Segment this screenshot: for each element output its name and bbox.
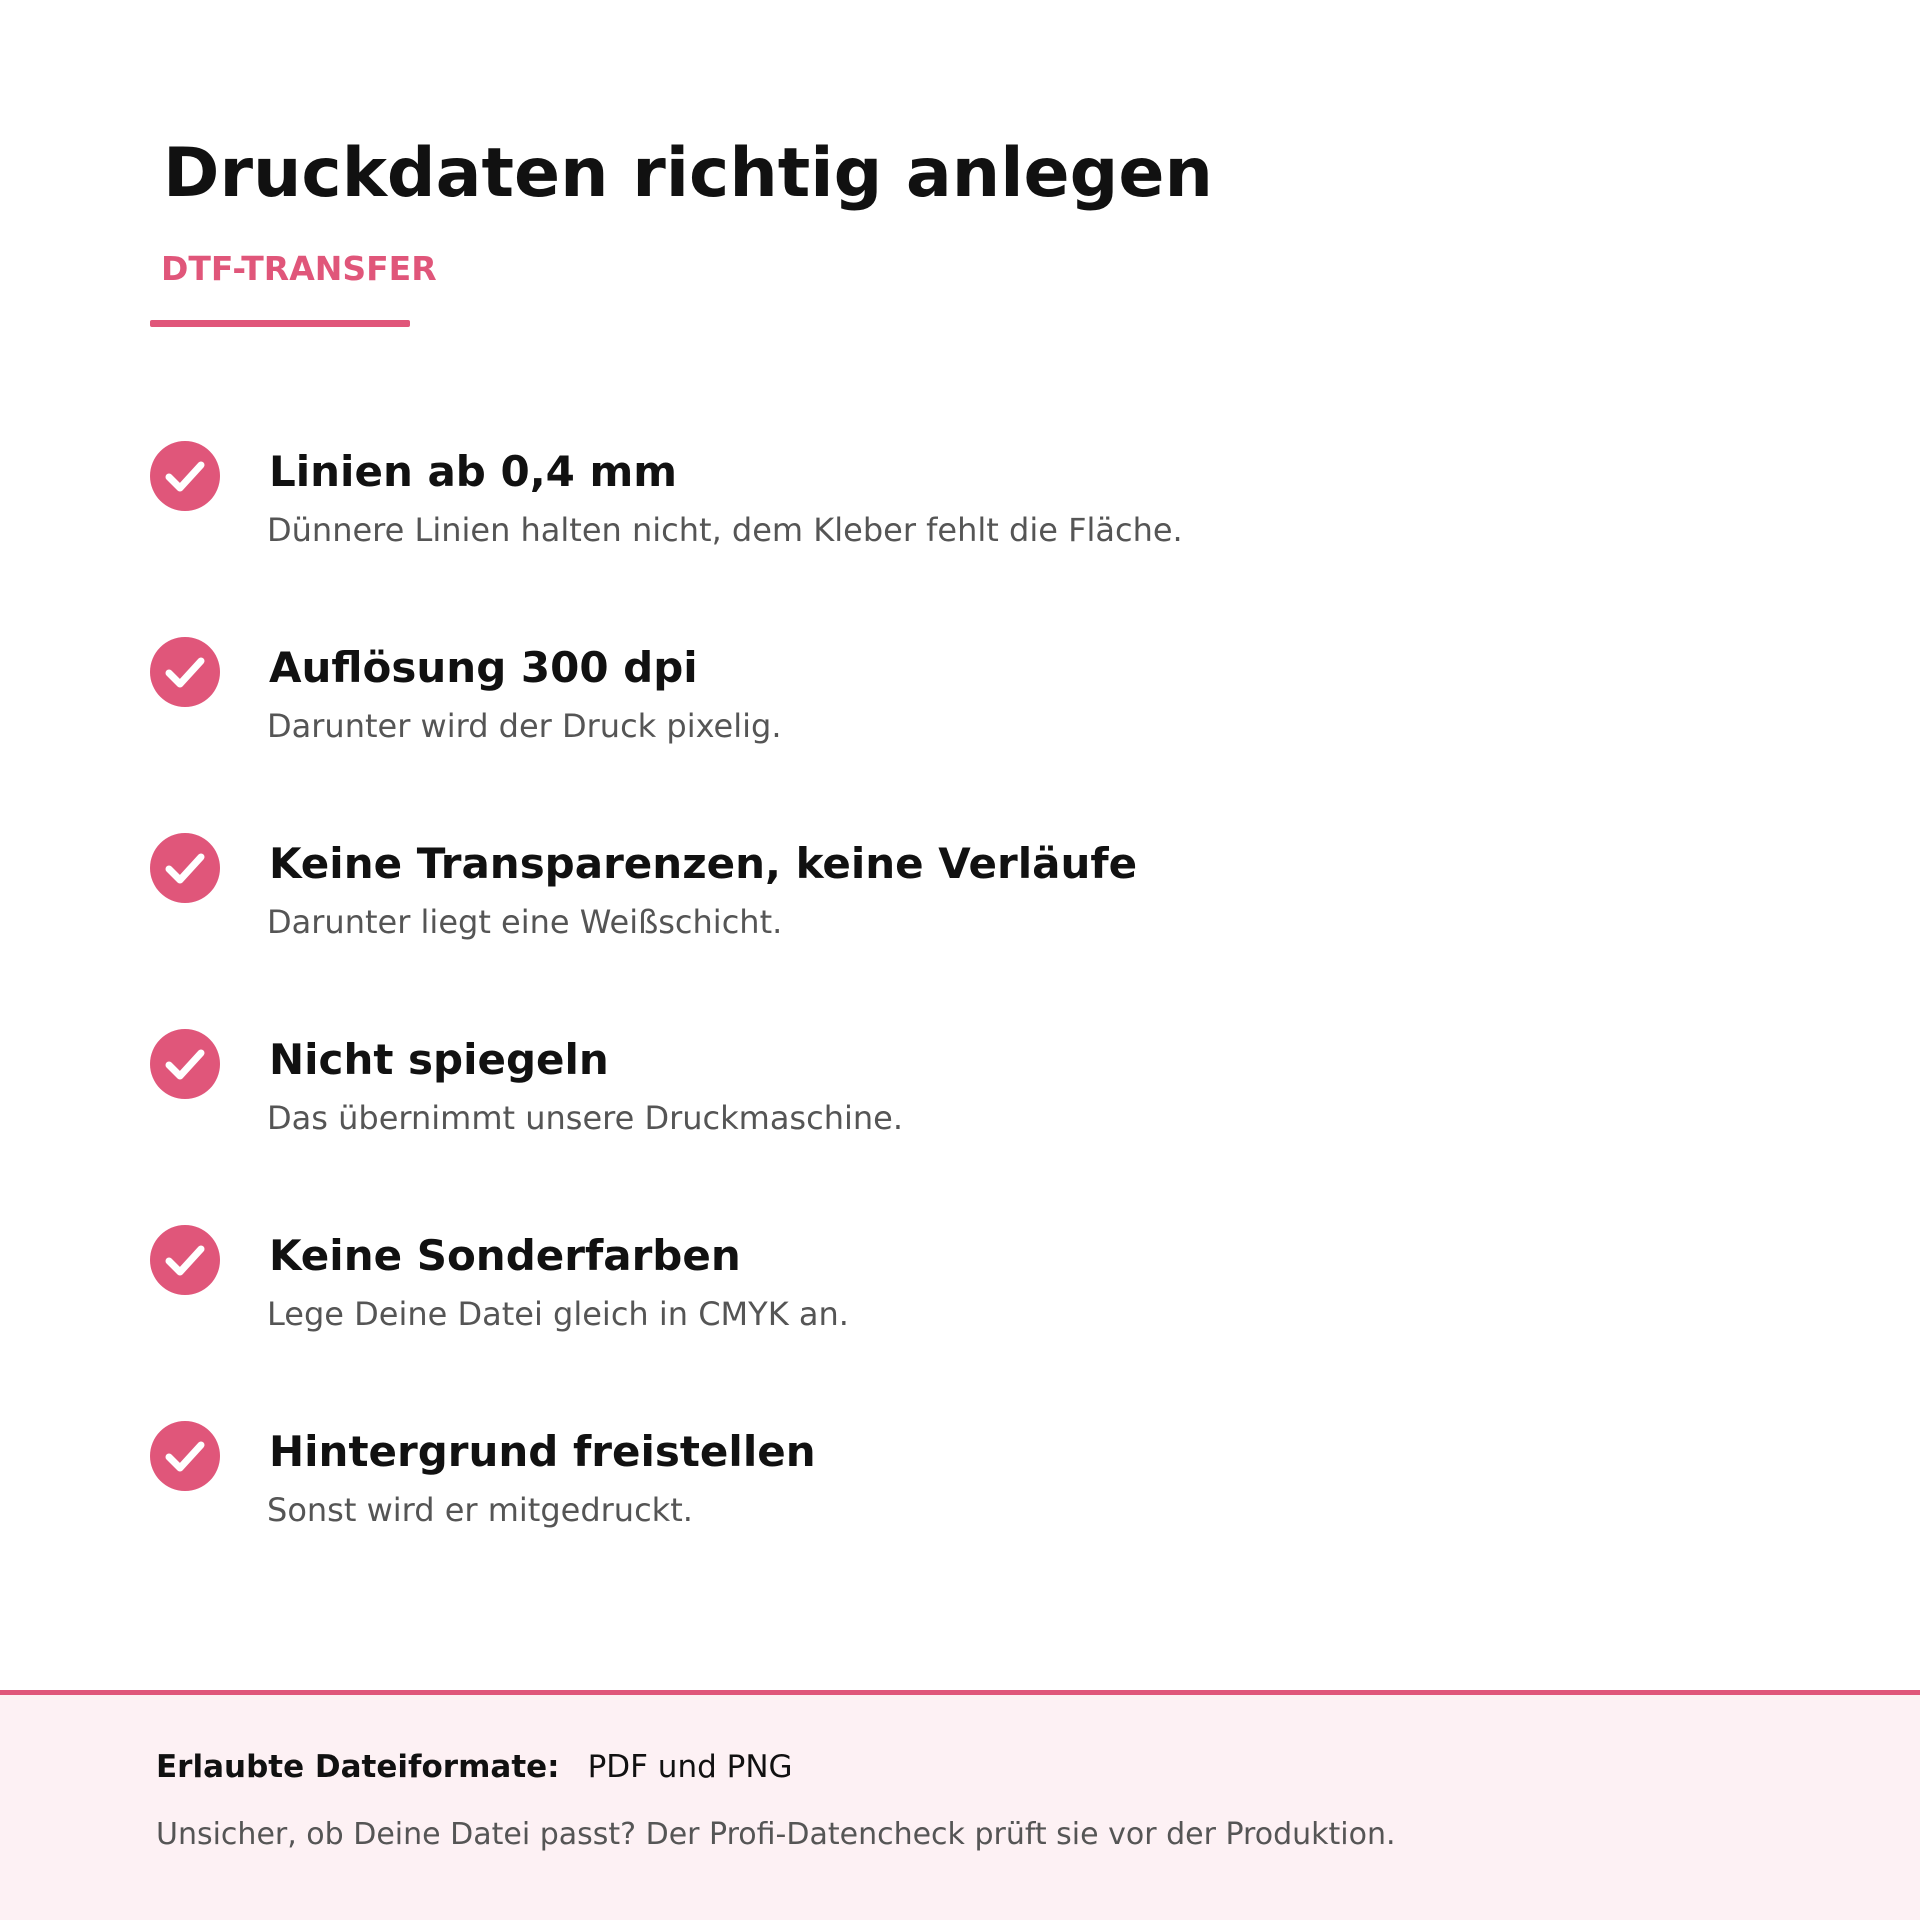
- checklist-item-description: Darunter liegt eine Weißschicht.: [267, 903, 783, 941]
- check-circle-icon: [150, 1225, 220, 1295]
- file-formats-row: [156, 1747, 793, 1787]
- check-circle-icon: [150, 1029, 220, 1099]
- checklist-item-title: Keine Transparenzen, keine Verläufe: [269, 839, 1138, 888]
- page-title: Druckdaten richtig anlegen: [163, 134, 1213, 213]
- checklist-item-title: Auflösung 300 dpi: [269, 643, 698, 692]
- checklist-item-description: Sonst wird er mitgedruckt.: [267, 1491, 693, 1529]
- checklist-item-title: Hintergrund freistellen: [269, 1427, 816, 1476]
- file-formats-value: PDF und PNG: [587, 1749, 793, 1785]
- checklist-item-title: Linien ab 0,4 mm: [269, 447, 678, 496]
- check-circle-icon: [150, 637, 220, 707]
- footer-info-box: [0, 1690, 1920, 1920]
- checklist-item-title: Keine Sonderfarben: [269, 1231, 741, 1280]
- checklist-item: [150, 637, 1750, 767]
- check-circle-icon: [150, 441, 220, 511]
- section-label: DTF-TRANSFER: [161, 249, 437, 288]
- checklist-item: [150, 1421, 1750, 1551]
- datacheck-note: Unsicher, ob Deine Datei passt? Der Profi-Datencheck prüft sie vor der Produktion.: [156, 1817, 1396, 1852]
- checklist-item-title: Nicht spiegeln: [269, 1035, 609, 1084]
- checklist-item: [150, 1029, 1750, 1159]
- checklist-item-description: Das übernimmt unsere Druckmaschine.: [267, 1099, 903, 1137]
- checklist-item: [150, 833, 1750, 963]
- check-circle-icon: [150, 1421, 220, 1491]
- check-circle-icon: [150, 833, 220, 903]
- checklist-item-description: Lege Deine Datei gleich in CMYK an.: [267, 1295, 849, 1333]
- file-formats-label: Erlaubte Dateiformate:: [156, 1749, 560, 1785]
- checklist-item-description: Dünnere Linien halten nicht, dem Kleber fehlt die Fläche.: [267, 511, 1183, 549]
- checklist-item: [150, 441, 1750, 571]
- checklist-item-description: Darunter wird der Druck pixelig.: [267, 707, 782, 745]
- checklist-item: [150, 1225, 1750, 1355]
